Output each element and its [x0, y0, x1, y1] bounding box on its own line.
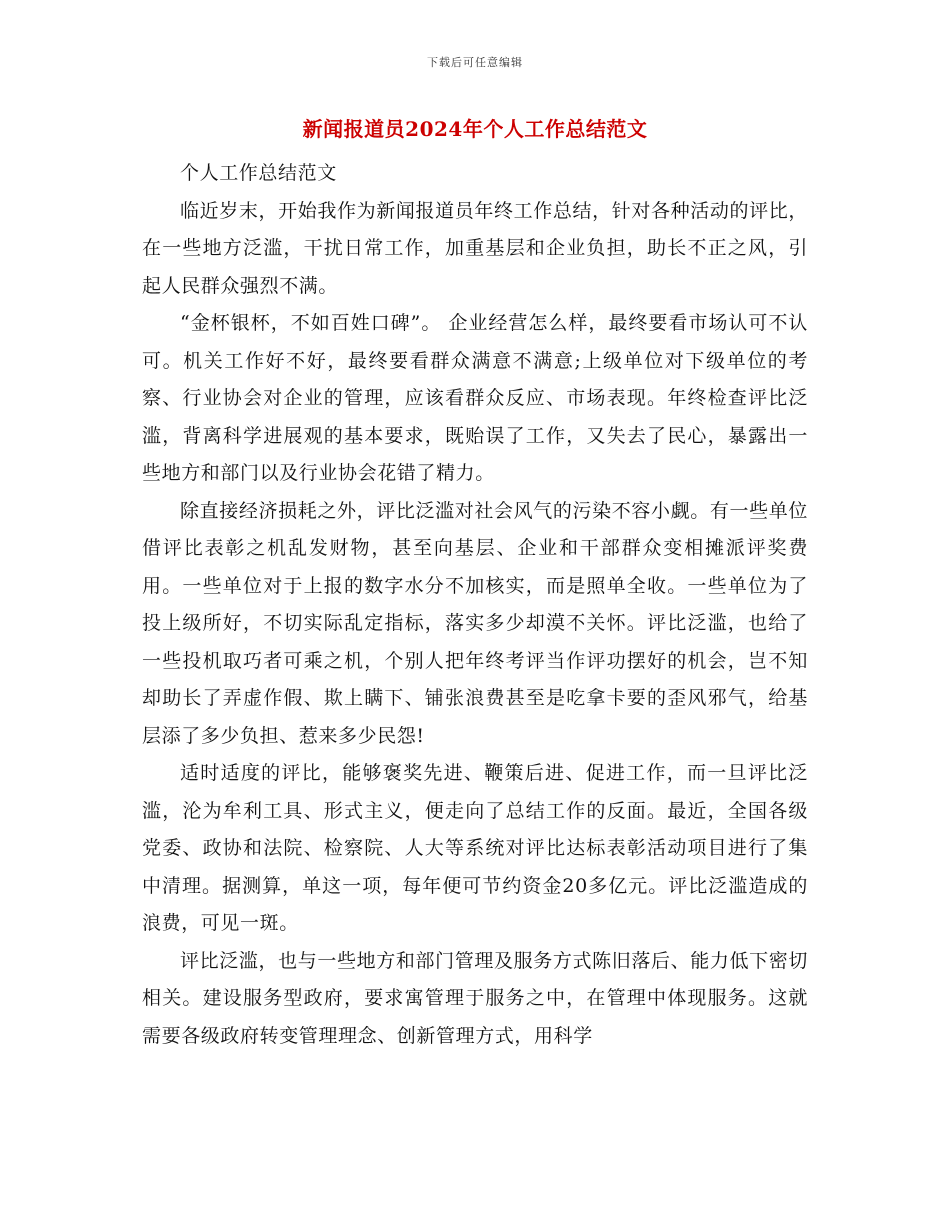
paragraph: “金杯银杯，不如百姓口碑”。 企业经营怎么样，最终要看市场认可不认可。机关工作好不好，最终要看群众满意不满意;上级单位对下级单位的考察、行业协会对企业的管理，应该看群众反应、市场表现。年终检查评比泛滥，背离科学进展观的基本要求，既贻误了工作，又失去了民心，暴露出一些地方和部门以及行业协会花错了精力。 — [142, 312, 808, 484]
paragraph-subtitle: 个人工作总结范文 — [180, 162, 337, 184]
paragraph: 临近岁末，开始我作为新闻报道员年终工作总结，针对各种活动的评比，在一些地方泛滥，干扰日常工作，加重基层和企业负担，助长不正之风，引起人民群众强烈不满。 — [142, 199, 808, 297]
document-body — [142, 155, 808, 1055]
page-header-note: 下载后可任意编辑 — [427, 56, 523, 69]
paragraph: 评比泛滥，也与一些地方和部门管理及服务方式陈旧落后、能力低下密切相关。建设服务型政府，要求寓管理于服务之中，在管理中体现服务。这就需要各级政府转变管理理念、创新管理方式，用科学 — [142, 949, 808, 1047]
paragraph: 除直接经济损耗之外，评比泛滥对社会风气的污染不容小觑。有一些单位借评比表彰之机乱发财物，甚至向基层、企业和干部群众变相摊派评奖费用。一些单位对于上报的数字水分不加核实，而是照单全收。一些单位为了投上级所好，不切实际乱定指标，落实多少却漠不关怀。评比泛滥，也给了一些投机取巧者可乘之机，个别人把年终考评当作评功摆好的机会，岂不知却助长了弄虚作假、欺上瞒下、铺张浪费甚至是吃拿卡要的歪风邪气，给基层添了多少负担、惹来多少民怨! — [142, 499, 808, 747]
paragraph: 适时适度的评比，能够褒奖先进、鞭策后进、促进工作，而一旦评比泛滥，沦为牟利工具、形式主义，便走向了总结工作的反面。最近，全国各级党委、政协和法院、检察院、人大等系统对评比达标表彰活动项目进行了集中清理。据测算，单这一项，每年便可节约资金20多亿元。评比泛滥造成的浪费，可见一斑。 — [142, 762, 808, 934]
document-title: 新闻报道员2024年个人工作总结范文 — [302, 117, 648, 141]
